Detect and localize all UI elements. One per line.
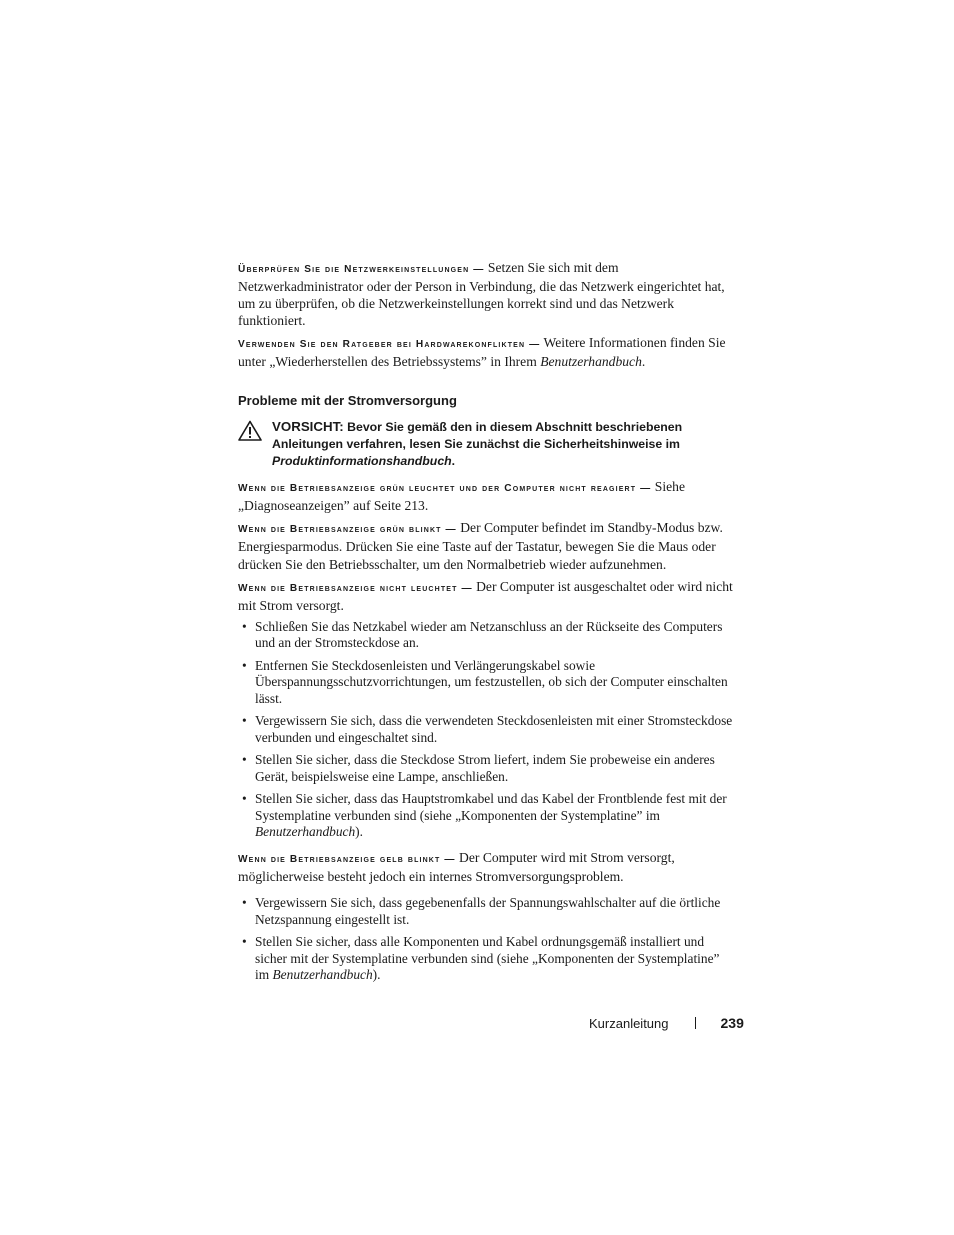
paragraph-text: Der Computer wird mit Strom versorgt, möglicherweise besteht jedoch ein internes Stromversorgungsproblem. [238, 849, 675, 884]
list-item: • Vergewissern Sie sich, dass gegebenenfalls der Spannungswahlschalter auf die örtliche Netzspannung eingestellt ist. [238, 895, 736, 928]
list-item: • Stellen Sie sicher, dass die Steckdose Strom liefert, indem Sie probeweise ein anderes Gerät, beispielsweise eine Lampe, anschließen. [238, 752, 736, 785]
page-number: 239 [720, 1015, 744, 1031]
run-in-heading: Wenn die Betriebsanzeige gelb blinkt — [238, 853, 456, 865]
paragraph-text: Der Computer befindet im Standby-Modus bzw. Energiesparmodus. Drücken Sie eine Taste auf der Tastatur, bewegen Sie die Maus oder drücken Sie den Betriebsschalter, um den Normalbetrieb wieder aufzunehmen. [238, 520, 723, 572]
list-item-text: Stellen Sie sicher, dass das Hauptstromkabel und das Kabel der Frontblende fest mit der Systemplatine verbunden sind (siehe „Komponenten der Systemplatine” im [255, 791, 727, 823]
manual-title: Produktinformationshandbuch [272, 453, 452, 468]
page-content [238, 259, 736, 992]
bullet-list-no-light [238, 619, 736, 841]
punctuation: . [451, 453, 456, 468]
caution-notice [238, 418, 736, 471]
list-item: • Entfernen Sie Steckdosenleisten und Verlängerungskabel sowie Überspannungsschutzvorrichtungen, um festzustellen, ob sich der Computer einschalten lässt. [238, 658, 736, 708]
manual-title: Benutzerhandbuch [255, 824, 356, 840]
page-footer [589, 1015, 744, 1031]
section-title: Probleme mit der Stromversorgung [238, 392, 457, 408]
caution-label: VORSICHT: [272, 418, 344, 434]
run-in-heading: Überprüfen Sie die Netzwerkeinstellungen — [238, 264, 485, 275]
paragraph-text: Siehe „Diagnoseanzeigen” auf Seite 213. [238, 479, 685, 514]
caution-text: Bevor Sie gemäß den in diesem Abschnitt beschriebenen Anleitungen verfahren, lesen Sie zunächst die Sicherheitshinweise im [272, 419, 683, 451]
paragraph-text: Der Computer ist ausgeschaltet oder wird nicht mit Strom versorgt. [238, 578, 733, 613]
paragraph-green-blinking [238, 519, 736, 572]
bullet-list-amber [238, 895, 736, 984]
footer-divider [695, 1017, 696, 1029]
paragraph-no-light [238, 578, 736, 614]
list-item: • Schließen Sie das Netzkabel wieder am Netzanschluss an der Rückseite des Computers und an der Stromsteckdose an. [238, 619, 736, 652]
punctuation: . [641, 354, 646, 370]
run-in-heading: Wenn die Betriebsanzeige grün blinkt — [238, 524, 457, 536]
paragraph-text: Setzen Sie sich mit dem Netzwerkadministrator oder der Person in Verbindung, die das Netzwerk eingerichtet hat, um zu überprüfen, ob die Netzwerkeinstellungen korrekt sind und das Netzwerk funktioniert. [238, 260, 725, 329]
punctuation: ). [372, 967, 381, 983]
list-item: • Vergewissern Sie sich, dass die verwendeten Steckdosenleisten mit einer Stromsteckdose verbunden und eingeschaltet sind. [238, 713, 736, 746]
paragraph-hardware-troubleshooter [238, 334, 736, 370]
paragraph-green-steady [238, 478, 736, 514]
list-item [238, 791, 736, 841]
list-item [238, 934, 736, 984]
manual-title: Benutzerhandbuch [540, 354, 642, 370]
run-in-heading: Wenn die Betriebsanzeige grün leuchtet und der Computer nicht reagiert — [238, 483, 652, 495]
paragraph-amber-blinking [238, 849, 736, 885]
paragraph-network-settings [238, 259, 736, 329]
list-item-text: Stellen Sie sicher, dass alle Komponenten und Kabel ordnungsgemäß installiert und sicher mit der Systemplatine verbunden sind (siehe „Komponenten der Systemplatine” im [255, 934, 720, 983]
punctuation: ). [355, 824, 363, 840]
run-in-heading: Verwenden Sie den Ratgeber bei Hardwarekonflikten — [238, 339, 541, 351]
manual-title: Benutzerhandbuch [272, 967, 373, 983]
paragraph-text: Weitere Informationen finden Sie unter „Wiederherstellen des Betriebssystems” in Ihrem [238, 335, 726, 370]
footer-label: Kurzanleitung [589, 1015, 669, 1031]
warning-triangle-icon [238, 420, 262, 441]
run-in-heading: Wenn die Betriebsanzeige nicht leuchtet — [238, 582, 473, 594]
